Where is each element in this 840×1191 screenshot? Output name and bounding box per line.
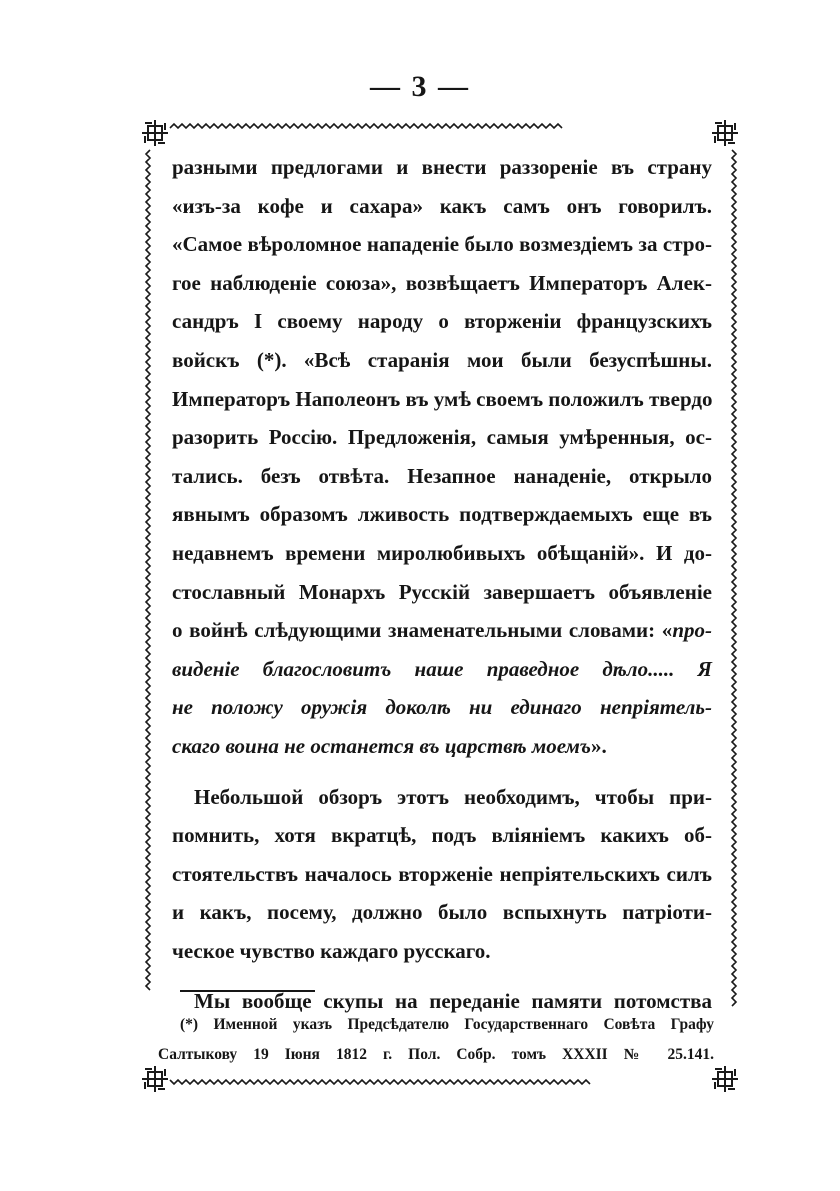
border-left-zigzag (146, 150, 150, 990)
text-line: стоятельствъ началось вторженie непрiятельскихъ силъ (172, 861, 712, 886)
text-line: «изъ-за кофе и сахара» какъ самъ онъ говорилъ. (172, 193, 712, 218)
italic-quote-start: про- (672, 618, 712, 643)
text-line: сандръ I своему народу о вторженiи французскихъ (172, 309, 712, 334)
italic-quote-text: скаго воина не останется въ царствѣ моемъ (172, 733, 591, 758)
text-line: Императоръ Наполеонъ въ умѣ своемъ положилъ твердо (172, 386, 713, 411)
text-line: тались. безъ отвѣта. Незапное нанаденie, открыло (172, 463, 712, 488)
text-line: разными предлогами и внести раззоренie въ страну (172, 155, 712, 179)
text-line: помнить, хотя вкратцѣ, подъ влiянieмъ какихъ об- (172, 823, 712, 848)
text-line-start: о войнѣ слѣдующими знаменательными словами: « (172, 618, 673, 643)
italic-quote-line (172, 688, 712, 727)
corner-knot-top-left (142, 120, 168, 146)
text-line: явнымъ образомъ лживость подтверждаемыхъ еще въ (172, 502, 712, 527)
text-line: гое наблюденie союза», возвѣщаетъ Императоръ Алек- (172, 270, 712, 295)
footnote-line: (*) Именной указъ Предсѣдателю Государственнаго Совѣта Графу (180, 1016, 714, 1033)
text-line: и какъ, посему, должно было вспыхнуть патрiоти- (172, 900, 712, 925)
text-line: стославный Монархъ Русскiй завершаетъ объявленie (172, 579, 712, 604)
italic-quote-line (172, 727, 712, 766)
border-top-zigzag (170, 124, 562, 128)
text-line: «Самое вѣроломное нападенie было возмездieмъ за стро- (172, 232, 712, 257)
text-line: ческое чувство каждаго русскаго. (172, 938, 491, 963)
italic-quote-text: виденie благословитъ наше праведное дѣло..... Я (172, 656, 712, 681)
body-text (172, 148, 712, 1021)
corner-knot-bottom-right (712, 1066, 738, 1092)
text-line: войскъ (*). «Всѣ старанiя мои были безуспѣшны. (172, 347, 712, 372)
page-number: — 3 — (370, 70, 470, 103)
text-line: недавнемъ времени миролюбивыхъ обѣщанiй». И до- (172, 540, 712, 565)
text-line: Мы вообще скупы на переданie памяти потомства (194, 989, 712, 1014)
paragraph-1 (172, 148, 712, 766)
border-right-zigzag (732, 150, 736, 1006)
footnote-separator (180, 990, 315, 992)
italic-quote-line (172, 650, 712, 689)
paragraph-2 (172, 778, 712, 971)
text-line-with-quote (172, 611, 712, 650)
text-line: разорить Россiю. Предложенiя, самыя умѣренныя, ос- (172, 425, 712, 450)
border-bottom-zigzag (170, 1080, 590, 1084)
quote-closing: ». (590, 733, 607, 758)
corner-knot-top-right (712, 120, 738, 146)
footnote (158, 1010, 714, 1070)
footnote-line: Салтыкову 19 Iюня 1812 г. Пол. Собр. томъ XXXII № 25.141. (158, 1046, 714, 1063)
text-line: Небольшой обзоръ этотъ необходимъ, чтобы при- (194, 784, 712, 809)
italic-quote-text: не положу оружiя доколѣ ни единаго непрiятель- (172, 695, 712, 720)
